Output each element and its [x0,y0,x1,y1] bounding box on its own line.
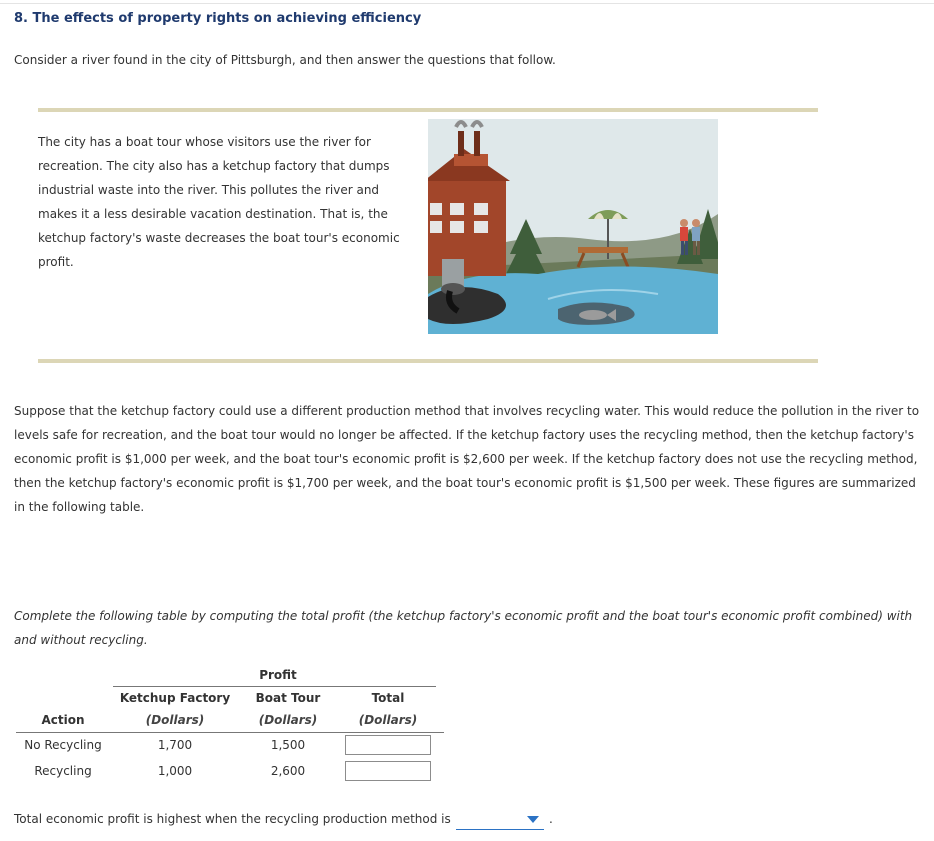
page-title: 8. The effects of property rights on achieving efficiency [14,11,422,26]
chevron-down-icon [527,816,539,823]
row-action-label: Recycling [34,764,92,778]
final-question-text: Total economic profit is highest when the recycling production method is [14,812,451,826]
river-illustration-svg [428,119,718,334]
col-ketchup-header: Ketchup Factory [119,691,231,705]
row-boat-value: 2,600 [270,764,306,778]
col-action-header: Action [41,713,85,727]
top-divider [0,3,934,4]
scenario-bottom-rule [38,359,818,363]
col-boat-header: Boat Tour [255,691,321,705]
table-instruction: Complete the following table by computing the total profit (the ketchup factory's economic profit and the boat tour's economic profit combined) with and without recycling. [14,609,913,647]
col-total-unit: (Dollars) [358,713,418,727]
row-ketchup-value: 1,700 [157,738,193,752]
col-ketchup-unit: (Dollars) [145,713,205,727]
recycling-method-dropdown[interactable] [456,810,544,830]
profit-group-underline [113,686,436,687]
sentence-period: . [549,812,553,826]
river-illustration [428,119,718,334]
col-total-header: Total [371,691,405,705]
scenario-top-rule [38,108,818,112]
profit-group-header: Profit [259,668,297,682]
scenario-text: The city has a boat tour whose visitors use the river for recreation. The city also has a ketchup factory that dumps industrial waste into the river. This pollutes the river and makes it a less desirable vacation destination. That is, the ketchup factory's waste decreases the boat tour's economic profit. [38,135,400,269]
col-boat-unit: (Dollars) [258,713,318,727]
no-recycling-total-input[interactable] [345,735,431,755]
row-boat-value: 1,500 [270,738,306,752]
scenario-details-paragraph: Suppose that the ketchup factory could use a different production method that involves recycling water. This would reduce the pollution in the river to levels safe for recreation, and the boat tour would no longer be affected. If the ketchup factory uses the recycling method, then the ketchup factory's economic profit is $1,000 per week, and the boat tour's economic profit is $2,600 per week. If the ketchup factory does not use the recycling method, then the ketchup factory's economic profit is $1,700 per week, and the boat tour's economic profit is $1,500 per week. These figures are summarized in the following table. [14,404,920,514]
table-header-underline [16,732,444,733]
recycling-total-input[interactable] [345,761,431,781]
intro-text: Consider a river found in the city of Pittsburgh, and then answer the questions that follow. [14,53,556,67]
row-ketchup-value: 1,000 [157,764,193,778]
row-action-label: No Recycling [24,738,102,752]
